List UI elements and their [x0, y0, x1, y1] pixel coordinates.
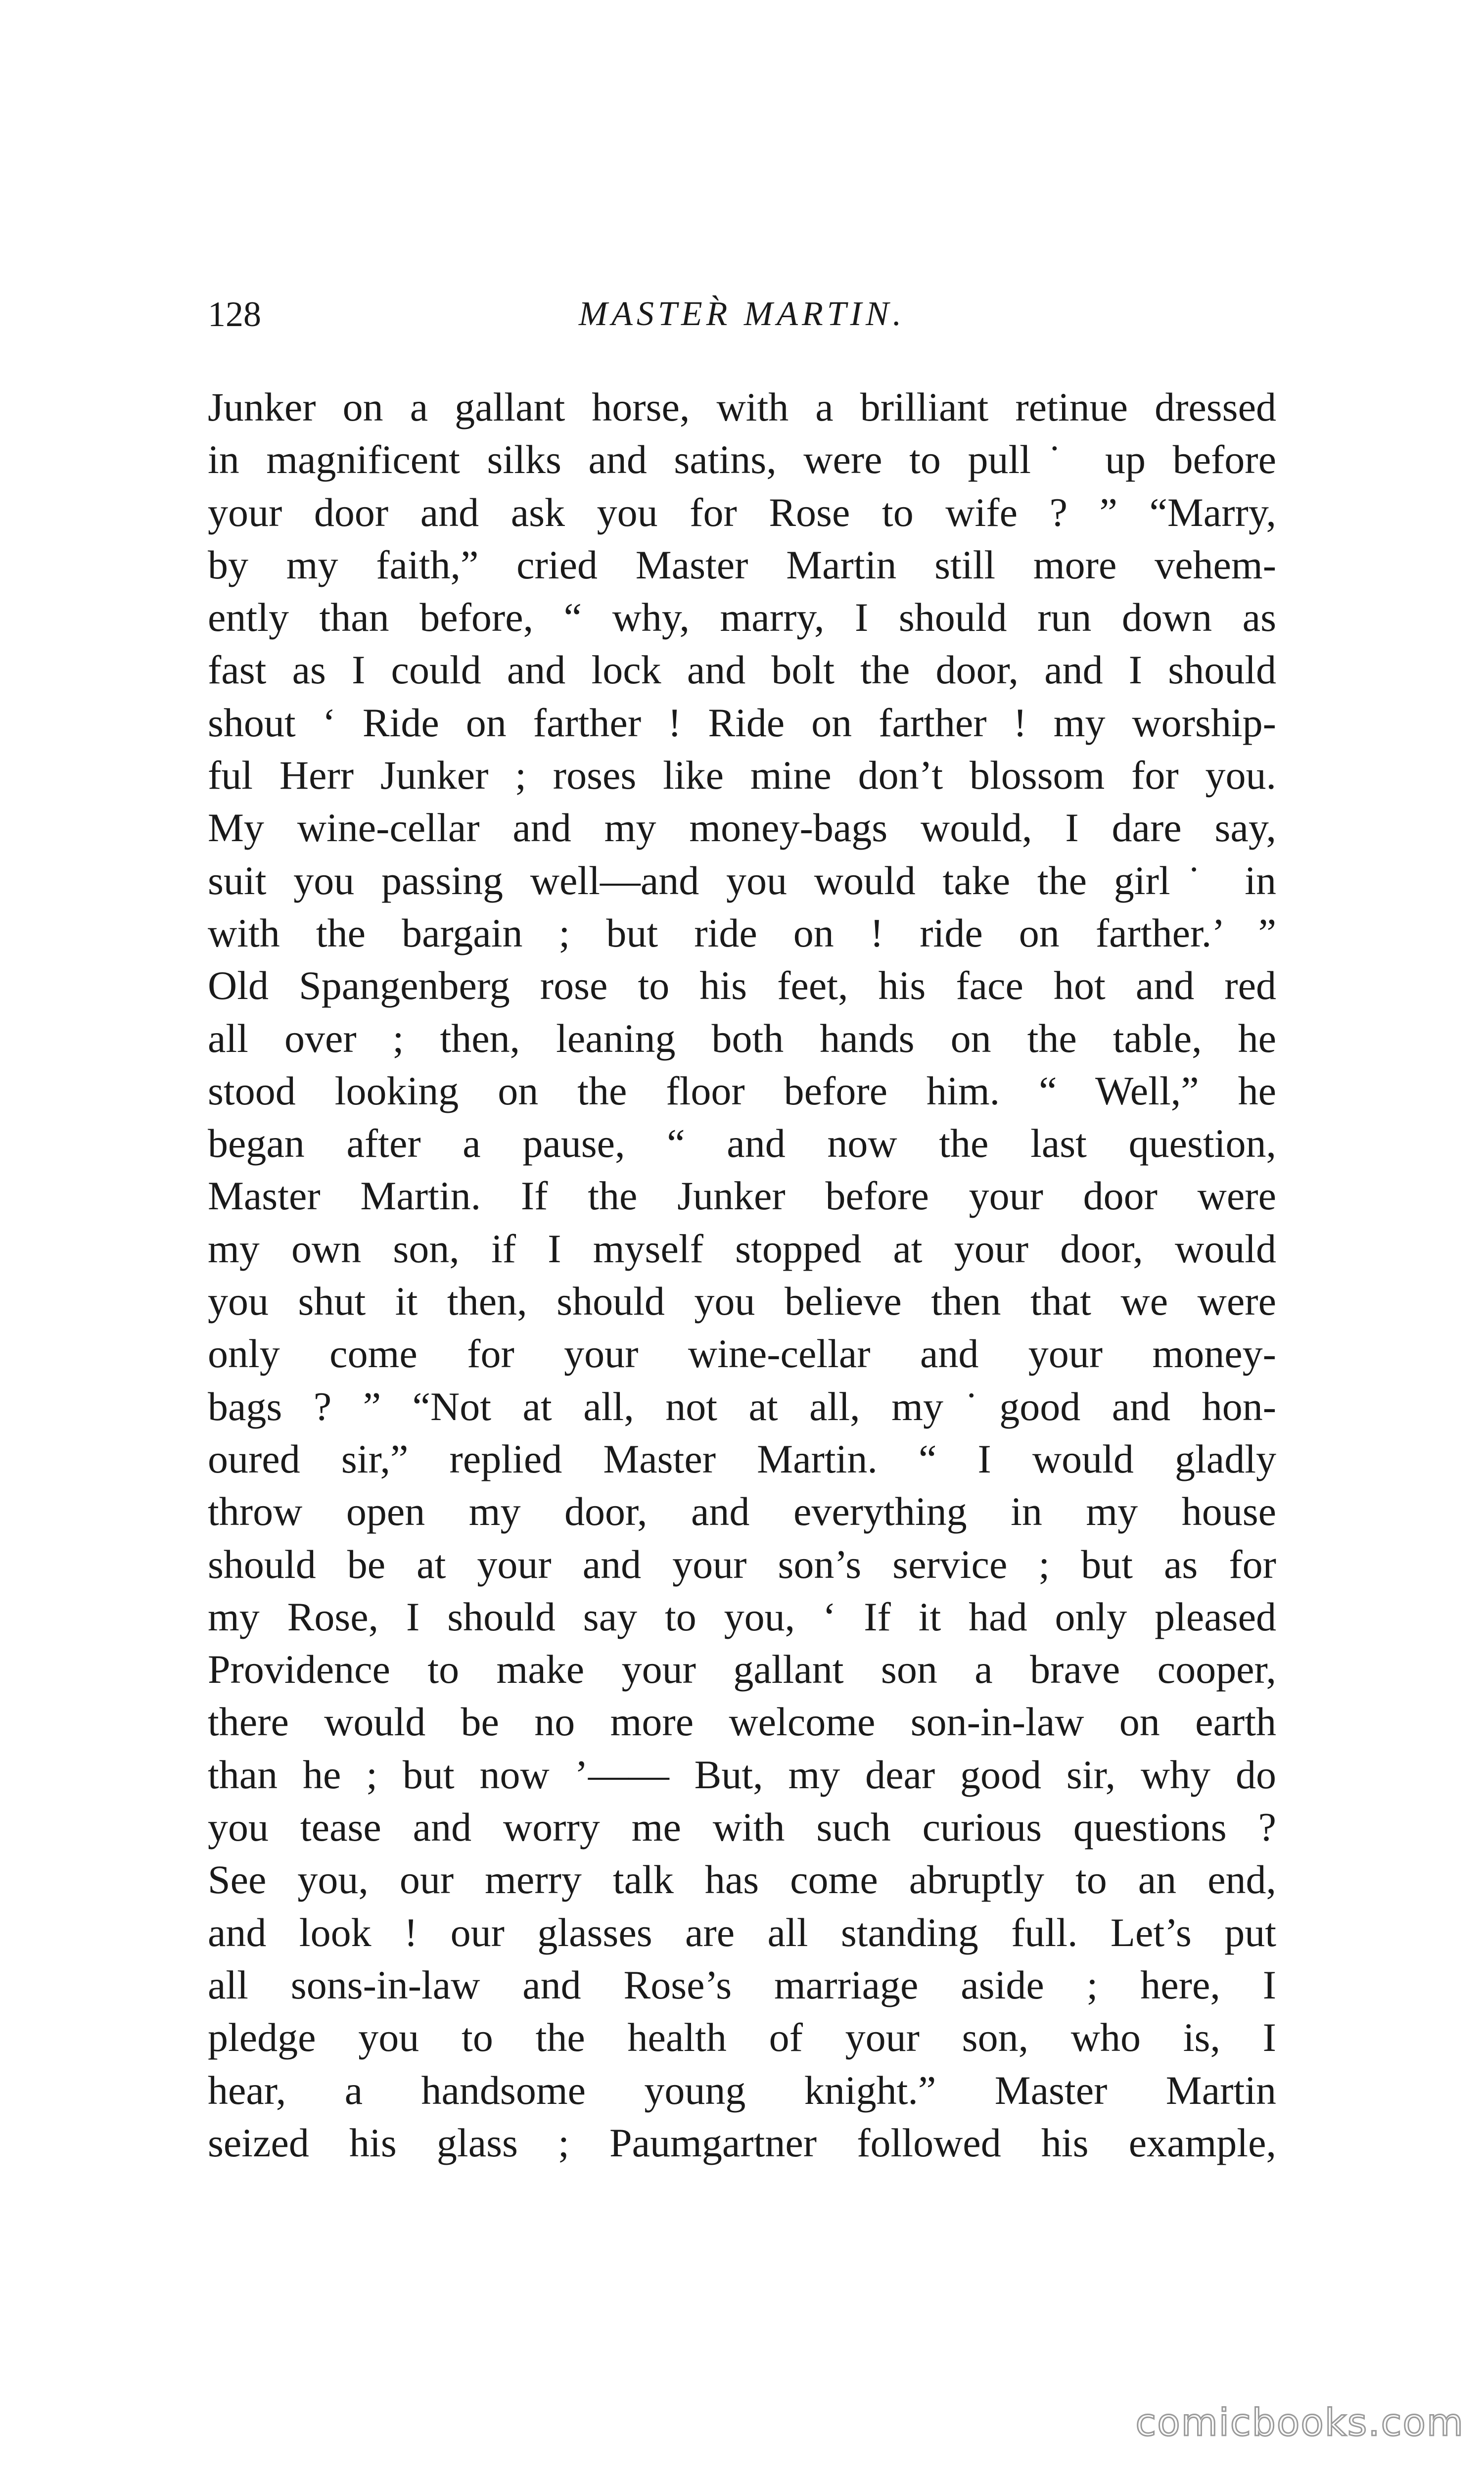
text-line: ently than before, “ why, marry, I should run down as	[208, 595, 1276, 640]
text-line: than he ; but now ’—— But, my dear good sir, why do	[208, 1752, 1276, 1797]
text-line: your door and ask you for Rose to wife ? ” “Marry,	[208, 489, 1276, 535]
text-line: Junker on a gallant horse, with a brilliant retinue dressed	[208, 384, 1276, 429]
text-line: seized his glass ; Paumgartner followed his example,	[208, 2120, 1276, 2165]
text-line: throw open my door, and everything in my house	[208, 1489, 1276, 1534]
text-line: my own son, if I myself stopped at your door, would	[208, 1226, 1276, 1271]
text-line: bags ? ” “Not at all, not at all, my˙good and hon-	[208, 1383, 1276, 1429]
text-line: with the bargain ; but ride on ! ride on farther.’ ”	[208, 910, 1276, 955]
text-line: shout ‘ Ride on farther ! Ride on farther ! my worship-	[208, 700, 1276, 745]
text-line: began after a pause, “ and now the last question,	[208, 1121, 1276, 1166]
text-line: you tease and worry me with such curious questions ?	[208, 1805, 1276, 1850]
text-line: pledge you to the health of your son, who is, I	[208, 2015, 1276, 2060]
text-line: should be at your and your son’s service ; but as for	[208, 1541, 1276, 1587]
text-line: and look ! our glasses are all standing full. Let’s put	[208, 1909, 1276, 1955]
text-line: Old Spangenberg rose to his feet, his face hot and red	[208, 963, 1276, 1008]
text-line: ful Herr Junker ; roses like mine don’t blossom for you.	[208, 753, 1276, 798]
text-line: Providence to make your gallant son a brave cooper,	[208, 1647, 1276, 1692]
text-line: See you, our merry talk has come abruptly to an end,	[208, 1857, 1276, 1903]
text-line: oured sir,” replied Master Martin. “ I would gladly	[208, 1436, 1276, 1481]
text-line: you shut it then, should you believe then that we were	[208, 1279, 1276, 1324]
text-line: Master Martin. If the Junker before your door were	[208, 1173, 1276, 1219]
text-line: only come for your wine-cellar and your money-	[208, 1331, 1276, 1377]
text-line: all over ; then, leaning both hands on the table, he	[208, 1015, 1276, 1061]
text-line: there would be no more welcome son-in-law on earth	[208, 1699, 1276, 1745]
text-line: hear, a handsome young knight.” Master Martin	[208, 2067, 1276, 2113]
running-head	[208, 287, 1276, 341]
text-line: my Rose, I should say to you, ‘ If it had only pleased	[208, 1594, 1276, 1639]
text-line: all sons-in-law and Rose’s marriage aside ; here, I	[208, 1962, 1276, 2007]
watermark: comicbooks.com	[1135, 2400, 1464, 2444]
body-text	[208, 381, 1276, 2169]
text-line: fast as I could and lock and bolt the door, and I should	[208, 647, 1276, 693]
text-line: suit you passing well—and you would take the girl˙ in	[208, 857, 1276, 903]
page-number: 128	[208, 294, 261, 334]
text-line: My wine-cellar and my money-bags would, I dare say,	[208, 805, 1276, 851]
text-line: stood looking on the floor before him. “ Well,” he	[208, 1068, 1276, 1113]
text-line: by my faith,” cried Master Martin still more vehem-	[208, 542, 1276, 587]
running-title: MASTER̀ MARTIN.	[578, 295, 906, 333]
text-line: in magnificent silks and satins, were to pull˙ up before	[208, 437, 1276, 482]
